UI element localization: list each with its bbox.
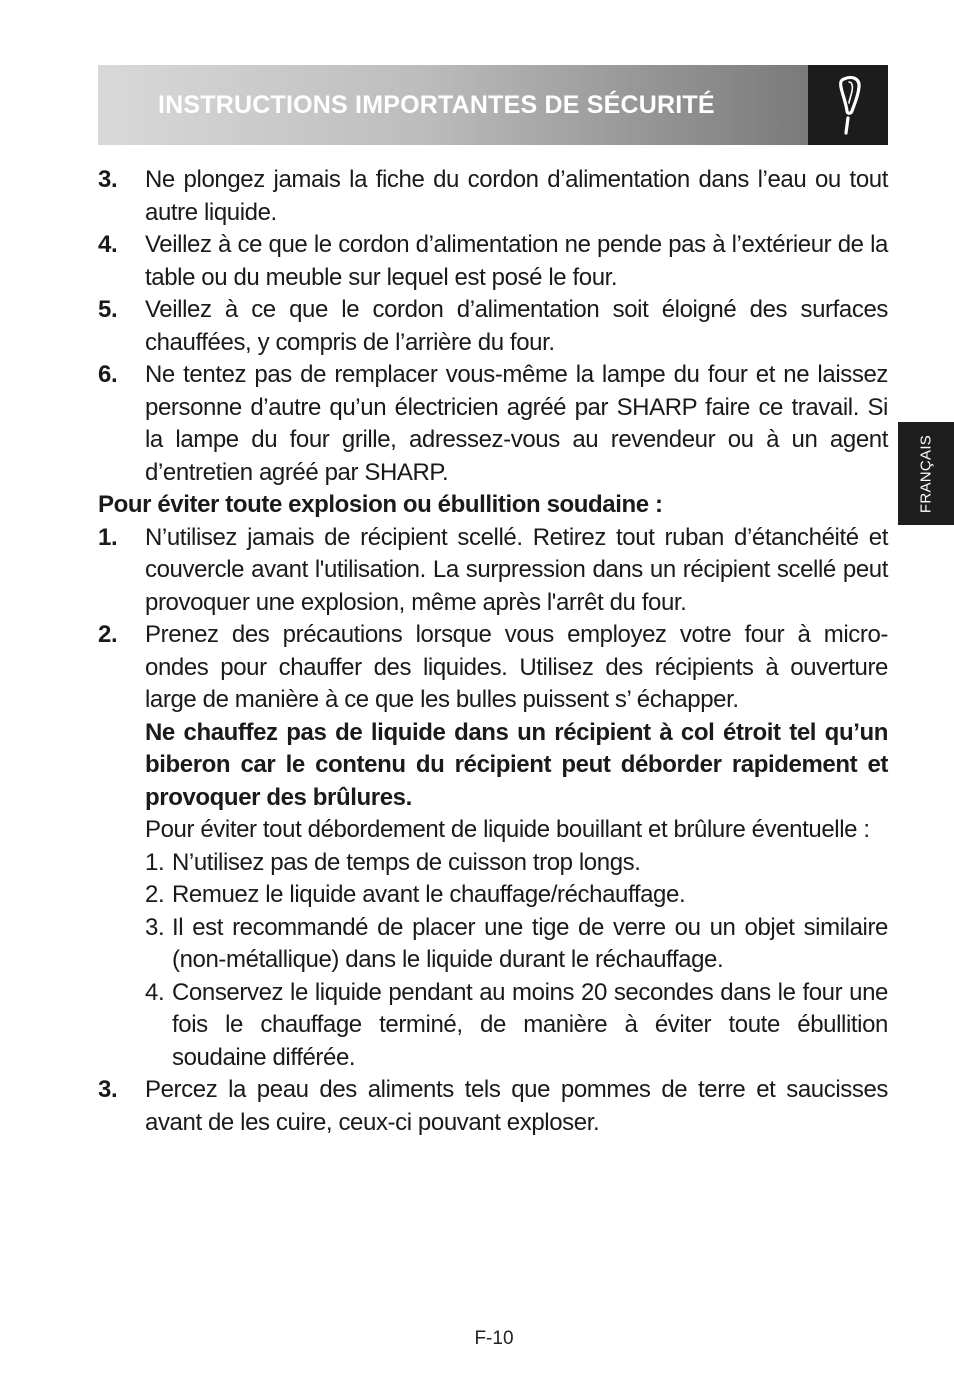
section-header-bar (98, 65, 808, 145)
intro-text: Pour éviter tout débordement de liquide bouillant et brûlure éventuelle : (145, 816, 870, 843)
item-number: 3. (98, 1076, 118, 1103)
sub-item-text: N’utilisez pas de temps de cuisson trop longs. (172, 848, 641, 876)
item-text: Prenez des précautions lorsque vous employez votre four à micro-ondes pour chauffer des liquides. Utilisez des récipients à ouverture large de manière à ce que les bulles puissent s’ échapper. (145, 621, 888, 713)
sub-item-text: Conservez le liquide pendant au moins 20 secondes dans le four une fois le chauffage terminé, de manière à éviter toute ébullition soudaine différée. (172, 978, 888, 1071)
sub-list-item (145, 977, 888, 1075)
section-heading: Pour éviter toute explosion ou ébullition soudaine : (98, 491, 663, 518)
sub-item-number: 4. (145, 978, 165, 1006)
sub-item-number: 1. (145, 848, 165, 876)
warning-exclamation-icon (808, 65, 888, 145)
list-item (98, 619, 888, 1074)
section-title: INSTRUCTIONS IMPORTANTES DE SÉCURITÉ (158, 91, 715, 119)
sub-item-text: Il est recommandé de placer une tige de verre ou un objet similaire (non-métallique) dans le liquide durant le réchauffage. (172, 913, 888, 973)
list-item (98, 359, 888, 489)
instructions-content (98, 164, 888, 1139)
item-number: 5. (98, 296, 118, 323)
sub-list-item (145, 847, 888, 880)
sub-list-item (145, 912, 888, 977)
page-number: F-10 (474, 1328, 514, 1349)
item-number: 2. (98, 621, 118, 648)
language-tab[interactable] (898, 422, 954, 525)
language-tab-label: FRANÇAIS (917, 434, 935, 514)
item-text: Ne plongez jamais la fiche du cordon d’alimentation dans l’eau ou tout autre liquide. (145, 166, 888, 226)
sub-list-item (145, 879, 888, 912)
item-text: Veillez à ce que le cordon d’alimentation ne pende pas à l’extérieur de la table ou du meuble sur lequel est posé le four. (145, 231, 888, 291)
item-text: Percez la peau des aliments tels que pommes de terre et saucisses avant de les cuire, ceux-ci pouvant exploser. (145, 1076, 888, 1136)
list-item (98, 1074, 888, 1139)
warning-icon-box (808, 65, 888, 145)
sub-item-number: 2. (145, 881, 165, 908)
list-item (98, 294, 888, 359)
warning-text: Ne chauffez pas de liquide dans un récipient à col étroit tel qu’un biberon car le contenu du récipient peut déborder rapidement et provoquer des brûlures. (145, 718, 888, 811)
item-text: N’utilisez jamais de récipient scellé. Retirez tout ruban d’étanchéité et couvercle avant l'utilisation. La surpression dans un récipient scellé peut provoquer une explosion, même après l'arrêt du four. (145, 523, 888, 616)
sub-item-number: 3. (145, 913, 165, 941)
item-number: 1. (98, 523, 118, 551)
list-item (98, 522, 888, 620)
list-item (98, 229, 888, 294)
item-number: 3. (98, 166, 118, 193)
item-text: Veillez à ce que le cordon d’alimentation soit éloigné des surfaces chauffées, y compris de l’arrière du four. (145, 296, 888, 356)
sub-item-text: Remuez le liquide avant le chauffage/réchauffage. (172, 881, 686, 908)
item-number: 4. (98, 231, 118, 258)
list-item (98, 164, 888, 229)
item-number: 6. (98, 361, 118, 388)
item-text: Ne tentez pas de remplacer vous-même la lampe du four et ne laissez personne d’autre qu’un électricien agréé par SHARP faire ce travail. Si la lampe du four grille, adressez-vous au revendeur ou à un agent d’entretien agréé par SHARP. (145, 361, 888, 486)
